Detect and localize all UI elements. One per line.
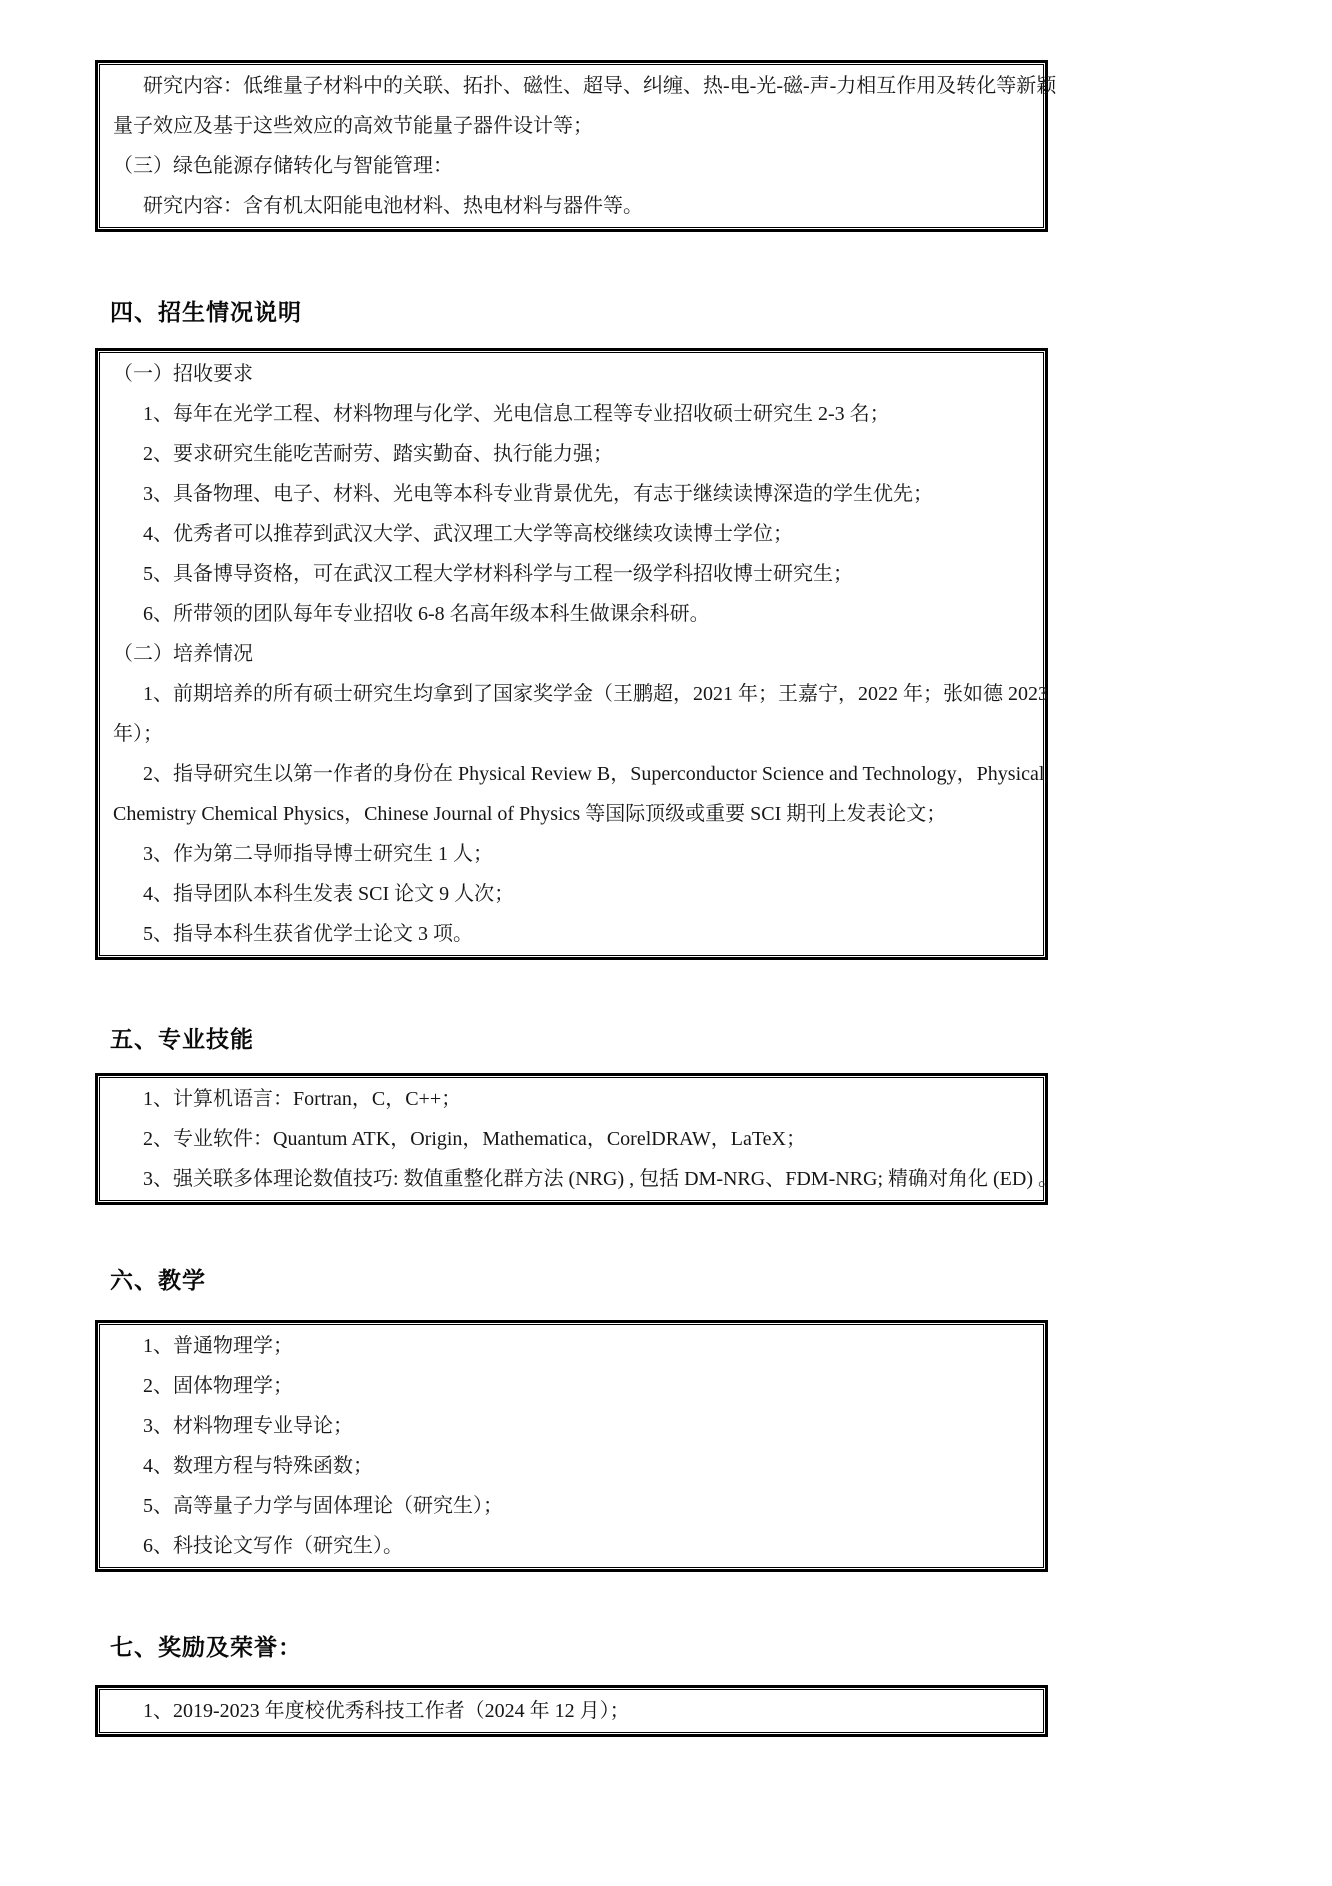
- document-content: [95, 0, 1058, 1737]
- section-heading-skills: 五、专业技能: [110, 1027, 254, 1052]
- text-line: 3、具备物理、电子、材料、光电等本科专业背景优先，有志于继续读博深造的学生优先；: [143, 483, 933, 505]
- text-line: 1、每年在光学工程、材料物理与化学、光电信息工程等专业招收硕士研究生 2-3 名；: [143, 403, 890, 425]
- text-line: 1、2019-2023 年度校优秀科技工作者（2024 年 12 月）；: [143, 1700, 630, 1722]
- text-line: （一）招收要求: [113, 363, 253, 385]
- text-line: 5、指导本科生获省优学士论文 3 项。: [143, 923, 473, 945]
- text-line: 2、固体物理学；: [143, 1375, 293, 1397]
- text-line: 量子效应及基于这些效应的高效节能量子器件设计等；: [113, 115, 593, 137]
- text-line: 2、专业软件：Quantum ATK，Origin，Mathematica，CorelDRAW，LaTeX；: [143, 1128, 806, 1150]
- text-line: 2、要求研究生能吃苦耐劳、踏实勤奋、执行能力强；: [143, 443, 613, 465]
- text-line: 5、高等量子力学与固体理论（研究生）；: [143, 1495, 503, 1517]
- research-content-box: [95, 60, 1057, 232]
- text-line: 3、作为第二导师指导博士研究生 1 人；: [143, 843, 493, 865]
- text-line: Chemistry Chemical Physics，Chinese Journal of Physics 等国际顶级或重要 SCI 期刊上发表论文；: [113, 803, 947, 825]
- teaching-box: [95, 1320, 1048, 1572]
- text-line: 6、所带领的团队每年专业招收 6-8 名高年级本科生做课余科研。: [143, 603, 710, 625]
- admissions-info-box-inner: [99, 352, 1048, 956]
- text-line: 研究内容：含有机太阳能电池材料、热电材料与器件等。: [143, 195, 643, 217]
- awards-box: [95, 1685, 1048, 1737]
- skills-box: [95, 1073, 1058, 1205]
- text-line: 1、计算机语言：Fortran，C，C++；: [143, 1088, 462, 1110]
- skills-box-inner: [99, 1077, 1058, 1201]
- text-line: 3、材料物理专业导论；: [143, 1415, 353, 1437]
- teaching-box-inner: [99, 1324, 1044, 1568]
- admissions-info-box: [95, 348, 1048, 960]
- text-line: 3、强关联多体理论数值技巧: 数值重整化群方法 (NRG) , 包括 DM-NRG、FDM-NRG; 精确对角化 (ED) 。: [143, 1168, 1058, 1190]
- text-line: 4、指导团队本科生发表 SCI 论文 9 人次；: [143, 883, 515, 905]
- text-line: 6、科技论文写作（研究生）。: [143, 1535, 403, 1557]
- section-heading-awards: 七、奖励及荣誉：: [110, 1635, 302, 1660]
- text-line: 研究内容：低维量子材料中的关联、拓扑、磁性、超导、纠缠、热-电-光-磁-声-力相互作用及转化等新颖: [143, 75, 1057, 97]
- text-line: （三）绿色能源存储转化与智能管理：: [113, 155, 453, 177]
- text-line: 年）；: [113, 723, 163, 745]
- text-line: 4、数理方程与特殊函数；: [143, 1455, 373, 1477]
- text-line: 1、普通物理学；: [143, 1335, 293, 1357]
- text-line: 1、前期培养的所有硕士研究生均拿到了国家奖学金（王鹏超，2021 年；王嘉宁，2022 年；张如德 2023: [143, 683, 1048, 705]
- text-line: 4、优秀者可以推荐到武汉大学、武汉理工大学等高校继续攻读博士学位；: [143, 523, 793, 545]
- research-content-box-inner: [99, 64, 1057, 228]
- section-heading-teaching: 六、教学: [110, 1268, 206, 1293]
- section-heading-admissions: 四、招生情况说明: [110, 300, 302, 325]
- text-line: （二）培养情况: [113, 643, 253, 665]
- text-line: 5、具备博导资格，可在武汉工程大学材料科学与工程一级学科招收博士研究生；: [143, 563, 853, 585]
- awards-box-inner: [99, 1689, 1044, 1733]
- text-line: 2、指导研究生以第一作者的身份在 Physical Review B，Superconductor Science and Technology，Physical: [143, 763, 1045, 785]
